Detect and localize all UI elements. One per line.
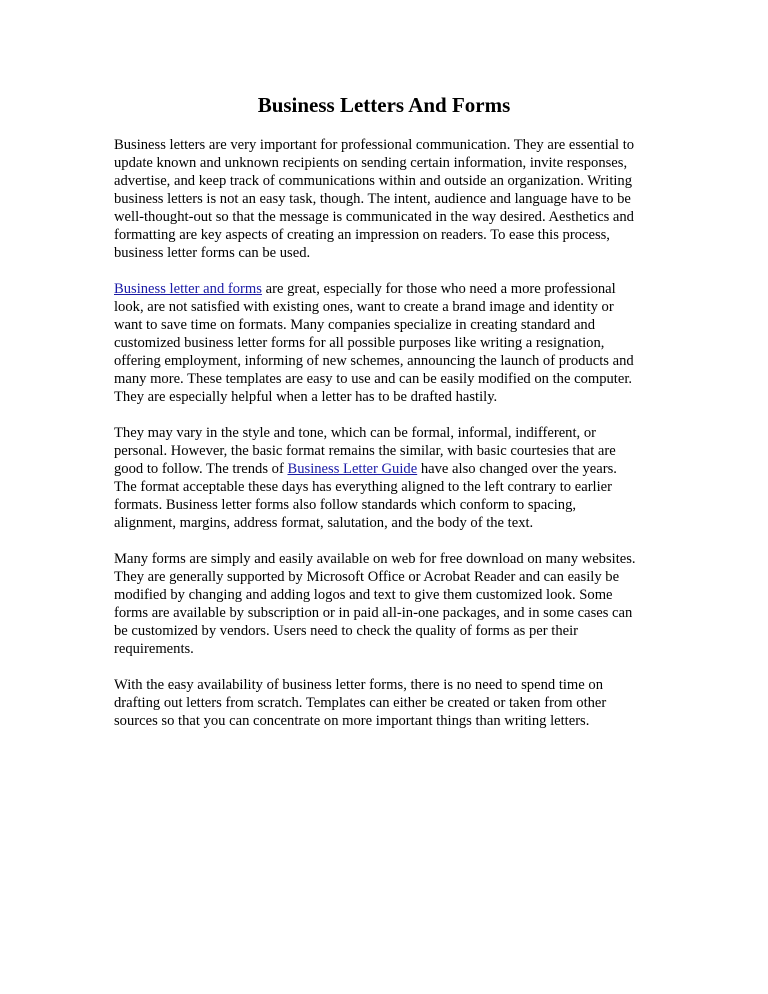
text-line: want to save time on formats. Many companies specialize in creating standard and (114, 317, 596, 333)
paragraph-availability (114, 550, 654, 658)
text-line: modified by changing and adding logos and text to give them customized look. Some (114, 587, 613, 603)
text-line: many more. These templates are easy to use and can be easily modified on the computer. (114, 371, 633, 387)
text-line: Many forms are simply and easily available on web for free download on many websites. (114, 551, 636, 567)
text-fragment: have also changed over the years. (417, 461, 617, 477)
text-line: requirements. (114, 641, 194, 657)
document-body (114, 136, 654, 748)
text-line: formats. Business letter forms also follow standards which conform to spacing, (114, 497, 577, 513)
text-line: personal. However, the basic format remains the similar, with basic courtesies that are (114, 443, 616, 459)
text-line: sources so that you can concentrate on more important things than writing letters. (114, 713, 590, 729)
text-line: business letter forms can be used. (114, 245, 311, 261)
text-line: formatting are key aspects of creating an impression on readers. To ease this process, (114, 227, 610, 243)
text-line: The format acceptable these days has everything aligned to the left contrary to earlier (114, 479, 612, 495)
text-line: customized business letter forms for all possible purposes like writing a resignation, (114, 335, 605, 351)
text-line: They are generally supported by Microsoft Office or Acrobat Reader and can easily be (114, 569, 620, 585)
text-line: offering employment, informing of new schemes, announcing the launch of products and (114, 353, 634, 369)
paragraph-intro (114, 136, 654, 262)
text-fragment: are great, especially for those who need a more professional (261, 281, 616, 297)
page-title: Business Letters And Forms (257, 93, 511, 117)
text-line: well-thought-out so that the message is communicated in the way desired. Aesthetics and (114, 209, 634, 225)
text-line (114, 460, 654, 478)
text-line: With the easy availability of business letter forms, there is no need to spend time on (114, 677, 603, 693)
text-line (114, 280, 654, 298)
text-line: They are especially helpful when a letter has to be drafted hastily. (114, 389, 498, 405)
text-line: update known and unknown recipients on sending certain information, invite responses, (114, 155, 628, 171)
paragraph-conclusion (114, 676, 654, 730)
text-line: be customized by vendors. Users need to check the quality of forms as per their (114, 623, 579, 639)
text-line: Business letters are very important for professional communication. They are essential to (114, 137, 635, 153)
text-line: alignment, margins, address format, salutation, and the body of the text. (114, 515, 534, 531)
paragraph-style (114, 424, 654, 532)
text-line: look, are not satisfied with existing ones, want to create a brand image and identity or (114, 299, 614, 315)
text-line: drafting out letters from scratch. Templates can either be created or taken from other (114, 695, 607, 711)
text-line: advertise, and keep track of communications within and outside an organization. Writing (114, 173, 633, 189)
text-line: business letters is not an easy task, though. The intent, audience and language have to be (114, 191, 631, 207)
business-letter-guide-link[interactable]: Business Letter Guide (287, 461, 418, 477)
text-line: They may vary in the style and tone, which can be formal, informal, indifferent, or (114, 425, 596, 441)
text-line: forms are available by subscription or in paid all-in-one packages, and in some cases can (114, 605, 633, 621)
text-fragment: good to follow. The trends of (114, 461, 288, 477)
business-letter-forms-link[interactable]: Business letter and forms (114, 281, 262, 297)
paragraph-forms (114, 280, 654, 406)
